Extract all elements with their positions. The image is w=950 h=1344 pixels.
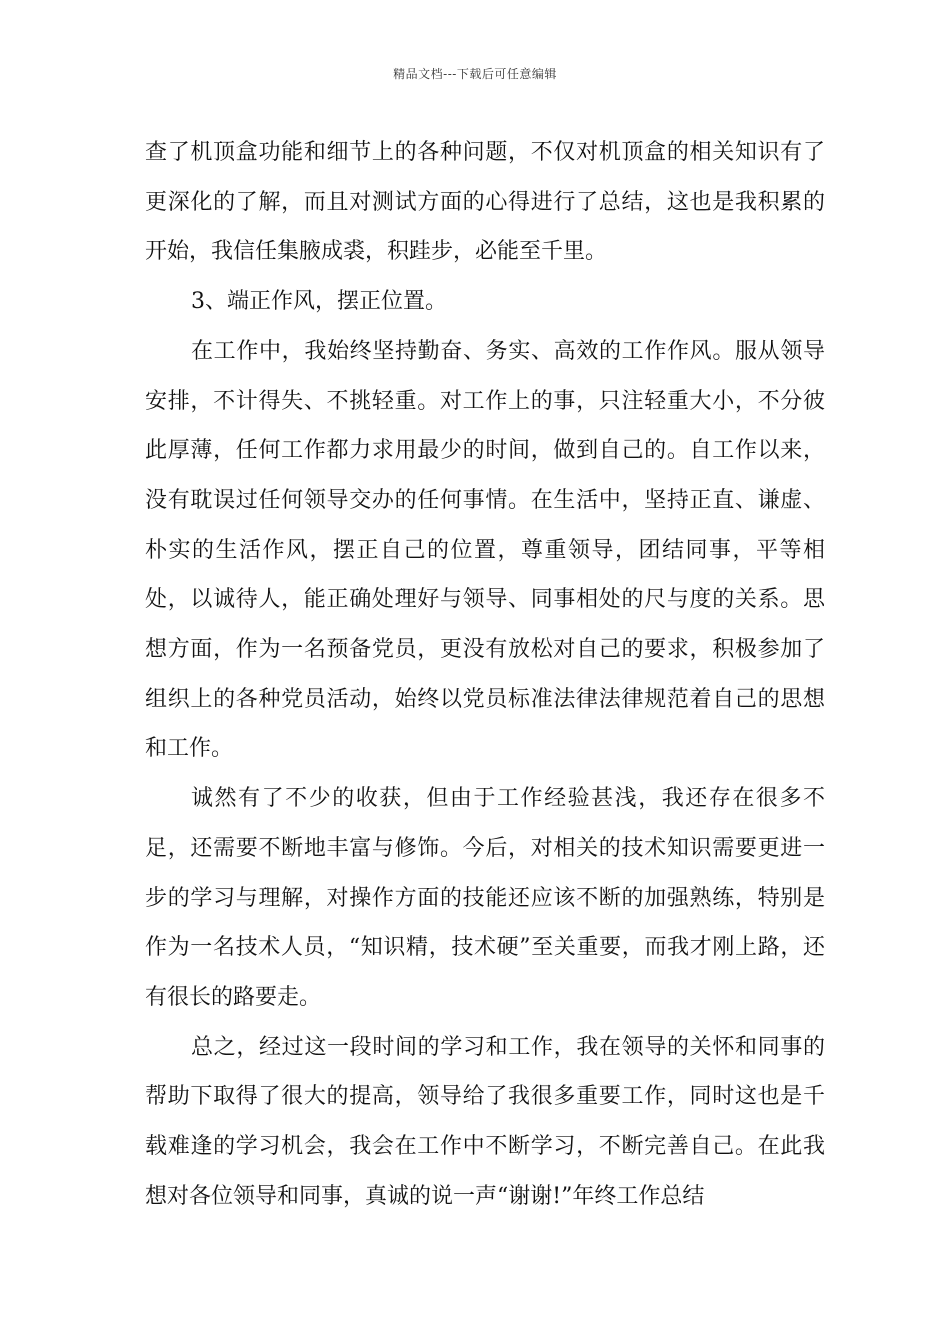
- paragraph-shortcomings: 诚然有了不少的收获，但由于工作经验甚浅，我还存在很多不足，还需要不断地丰富与修饰。今后，对相关的技术知识需要更进一步的学习与理解，对操作方面的技能还应该不断的加强熟练，特别是作为一名技术人员，“知识精，技术硬”至关重要，而我才刚上路，还有很长的路要走。: [145, 786, 825, 1010]
- section-heading: 3、端正作风，摆正位置。: [191, 289, 447, 315]
- paragraph-conclusion: 总之，经过这一段时间的学习和工作，我在领导的关怀和同事的帮助下取得了很大的提高，领导给了我很多重要工作，同时这也是千载难逢的学习机会，我会在工作中不断学习，不断完善自己。在此我想对各位领导和同事，真诚的说一声“谢谢!”年终工作总结: [145, 1034, 825, 1209]
- paragraph-work-style: 在工作中，我始终坚持勤奋、务实、高效的工作作风。服从领导安排，不计得失、不挑轻重。对工作上的事，只注轻重大小，不分彼此厚薄，任何工作都力求用最少的时间，做到自己的。自工作以来，没有耽误过任何领导交办的任何事情。在生活中，坚持正直、谦虚、朴实的生活作风，摆正自己的位置，尊重领导，团结同事，平等相处，以诚待人，能正确处理好与领导、同事相处的尺与度的关系。思想方面，作为一名预备党员，更没有放松对自己的要求，积极参加了组织上的各种党员活动，始终以党员标准法律法律规范着自己的思想和工作。: [145, 338, 825, 762]
- document-body: [145, 128, 825, 1221]
- page-header: 精品文档---下载后可任意编辑: [393, 67, 557, 81]
- paragraph-continuation: 查了机顶盒功能和细节上的各种问题，不仅对机顶盒的相关知识有了更深化的了解，而且对测试方面的心得进行了总结，这也是我积累的开始，我信任集腋成裘，积跬步，必能至千里。: [145, 140, 825, 265]
